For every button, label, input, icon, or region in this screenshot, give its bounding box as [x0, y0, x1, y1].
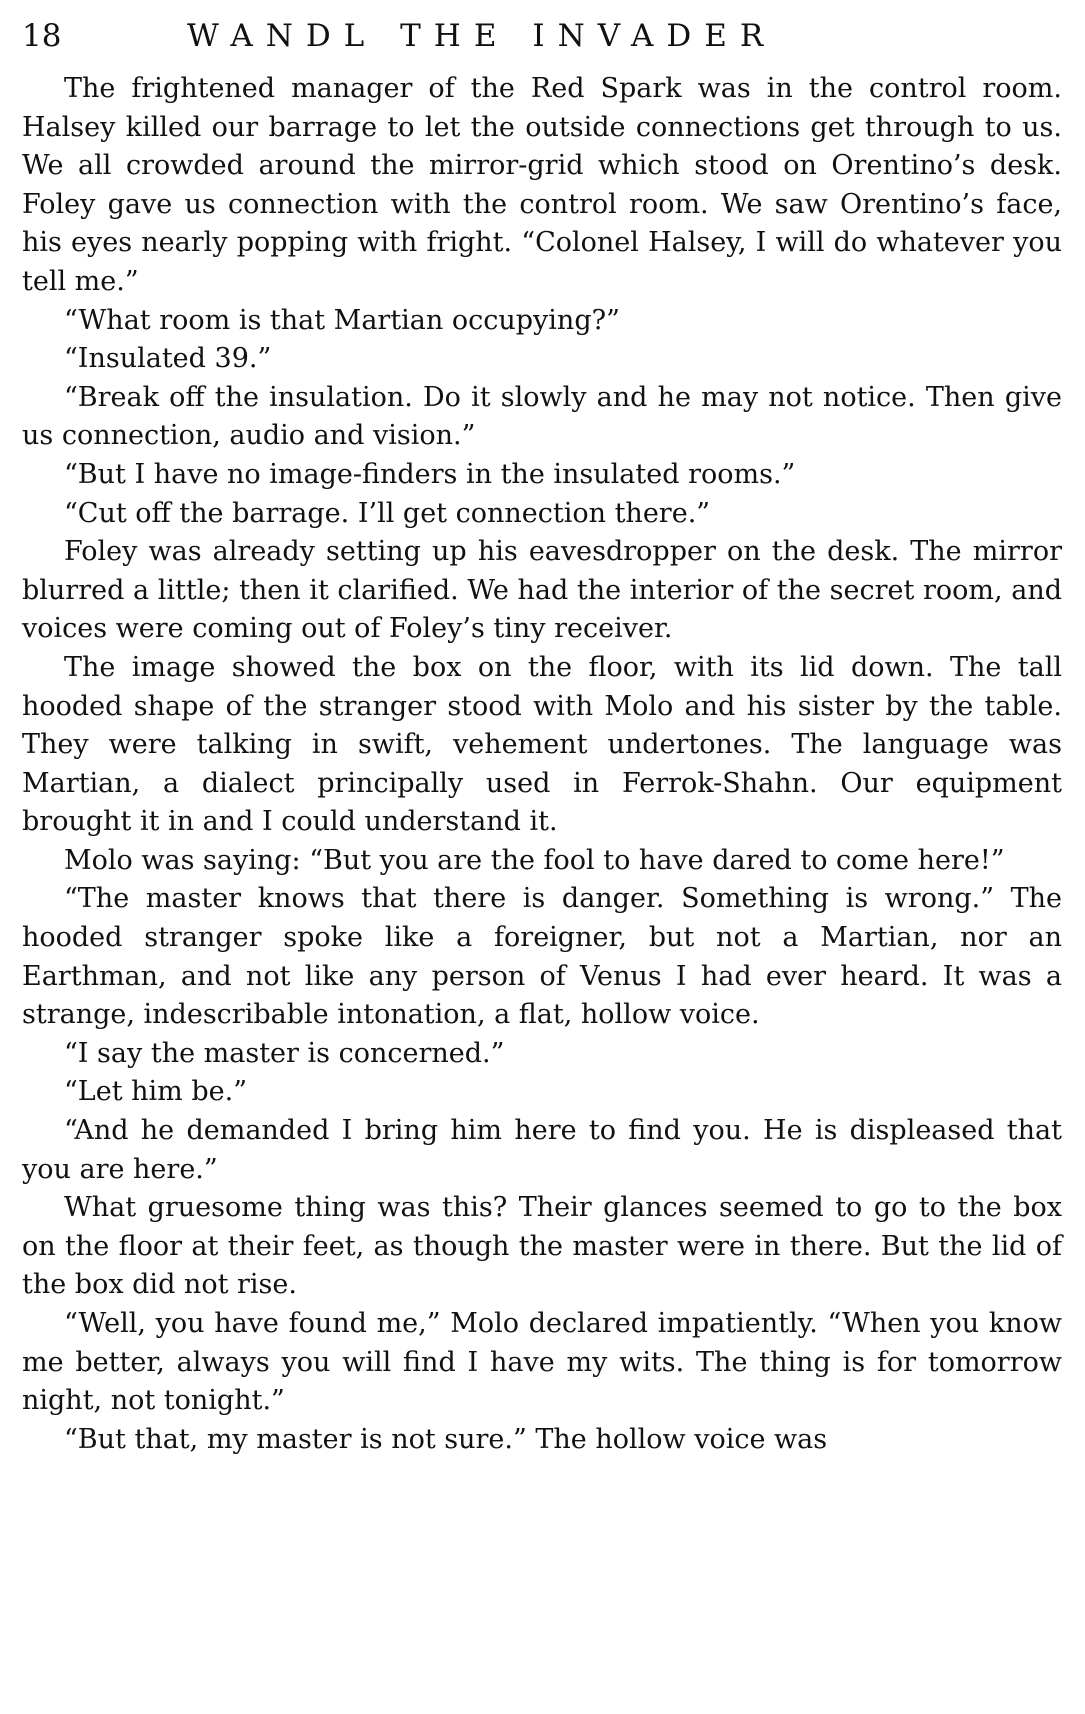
- paragraph: “Insulated 39.”: [64, 343, 272, 375]
- paragraph: The image showed the box on the floor, with its lid down. The tall hooded shape of the stranger stood with Molo and his sister by the table. They were talking in swift, vehement undertones. The language was Martian, a dialect principally used in Ferrok-Shahn. Our equipment brought it in and I could understand it.: [22, 651, 1062, 838]
- page-header: [22, 14, 1062, 58]
- paragraph: What gruesome thing was this? Their glances seemed to go to the box on the floor at their feet, as though the master were in there. But the lid of the box did not rise.: [22, 1192, 1062, 1301]
- paragraph: “But that, my master is not sure.” The hollow voice was: [64, 1423, 828, 1455]
- paragraph: “What room is that Martian occupying?”: [64, 304, 620, 336]
- paragraph: The frightened manager of the Red Spark was in the control room. Halsey killed our barrage to let the outside connections get through to us. We all crowded around the mirror-grid which stood on Orentino’s desk. Foley gave us connection with the control room. We saw Orentino’s face, his eyes nearly popping with fright. “Colonel Halsey, I will do whatever you tell me.”: [22, 73, 1062, 297]
- paragraph: Molo was saying: “But you are the fool to have dared to come here!”: [64, 844, 1005, 876]
- paragraph: “And he demanded I bring him here to find you. He is displeased that you are here.”: [22, 1115, 1062, 1185]
- paragraph: “Well, you have found me,” Molo declared impatiently. “When you know me better, always you will find I have my wits. The thing is for tomorrow night, not tonight.”: [22, 1308, 1062, 1417]
- paragraph: “Cut off the barrage. I’ll get connection there.”: [64, 497, 711, 529]
- body-text: [22, 70, 1062, 1459]
- page-number: 18: [22, 18, 62, 54]
- running-title: WANDL THE INVADER: [187, 18, 777, 54]
- paragraph: “The master knows that there is danger. Something is wrong.” The hooded stranger spoke like a foreigner, but not a Martian, nor an Earthman, and not like any person of Venus I had ever heard. It was a strange, indescribable intonation, a flat, hollow voice.: [22, 883, 1062, 1031]
- paragraph: “Break off the insulation. Do it slowly and he may not notice. Then give us connection, audio and vision.”: [22, 381, 1062, 452]
- paragraph: “Let him be.”: [64, 1076, 248, 1108]
- paragraph: Foley was already setting up his eavesdropper on the desk. The mirror blurred a little; then it clarified. We had the interior of the secret room, and voices were coming out of Foley’s tiny receiver.: [22, 536, 1062, 645]
- paragraph: “I say the master is concerned.”: [64, 1037, 505, 1069]
- paragraph: “But I have no image-finders in the insulated rooms.”: [64, 458, 796, 490]
